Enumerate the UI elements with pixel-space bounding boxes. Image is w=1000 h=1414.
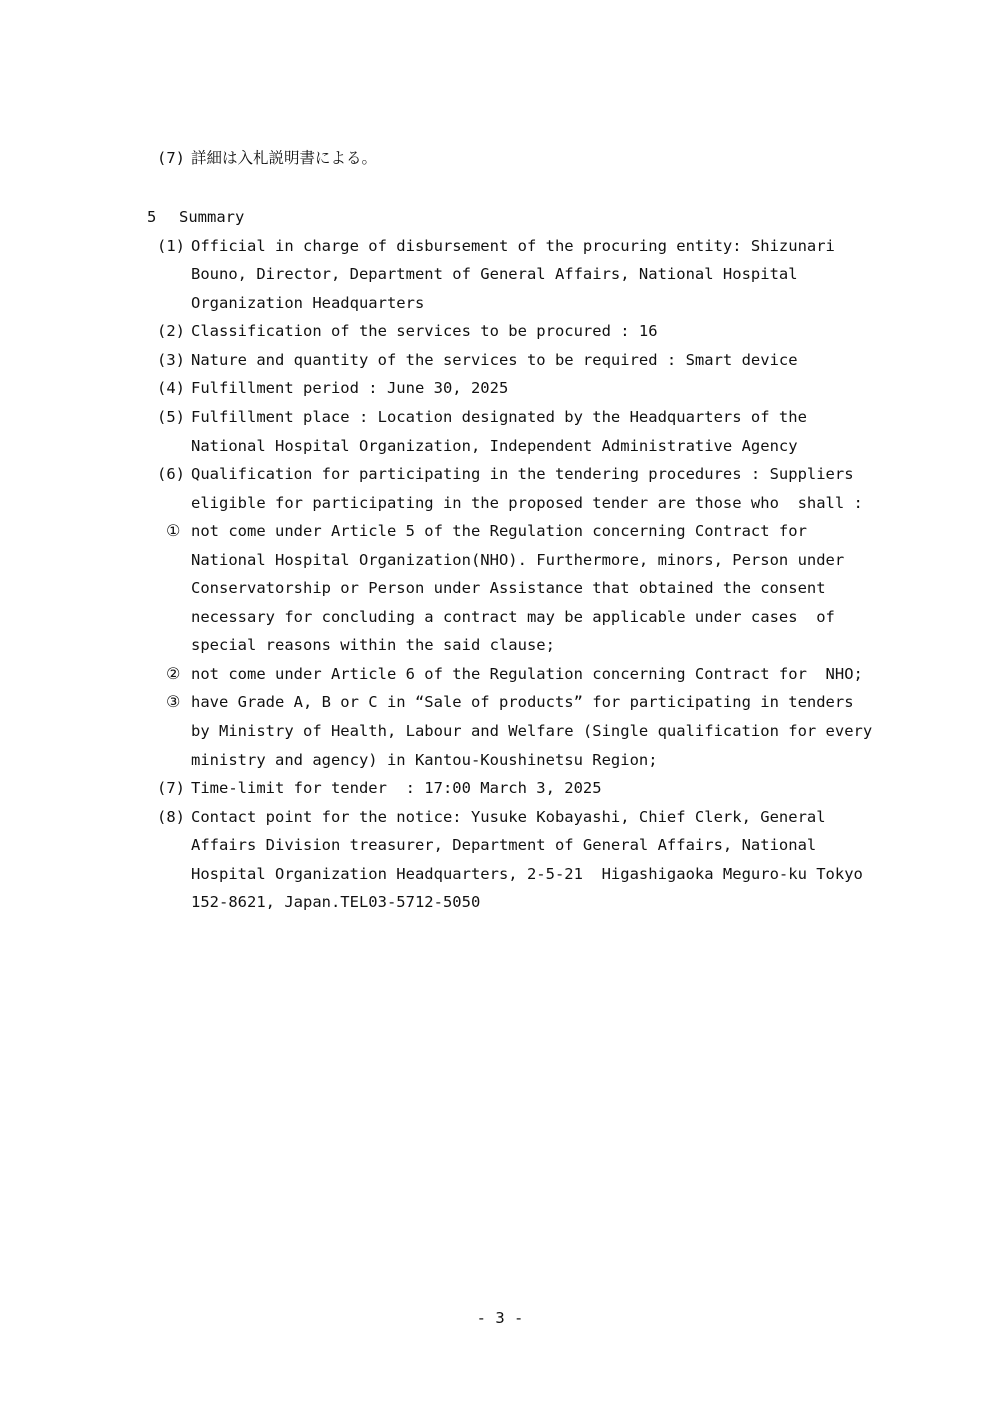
subitem-label: ① <box>166 521 181 540</box>
subitem-line: not come under Article 6 of the Regulation concerning Contract for NHO; <box>191 665 863 683</box>
item-line: Classification of the services to be procured : 16 <box>191 322 658 340</box>
item-label: (7) <box>157 779 185 797</box>
item-line: Hospital Organization Headquarters, 2-5-21 Higashigaoka Meguro-ku Tokyo <box>191 865 863 883</box>
pre-item-text: 詳細は入札説明書による。 <box>191 149 378 167</box>
subitem-line: ministry and agency) in Kantou-Koushinetsu Region; <box>191 751 658 769</box>
item-line: Fulfillment place : Location designated by the Headquarters of the <box>191 408 807 426</box>
subitem-line: special reasons within the said clause; <box>191 636 555 654</box>
item-line: Qualification for participating in the tendering procedures : Suppliers <box>191 465 854 483</box>
subitem-label: ③ <box>166 692 181 711</box>
item-line: Nature and quantity of the services to be required : Smart device <box>191 351 798 369</box>
item-label: (5) <box>157 408 185 426</box>
item-label: (1) <box>157 237 185 255</box>
item-label: (6) <box>157 465 185 483</box>
item-line: Organization Headquarters <box>191 294 425 312</box>
page-number: - 3 - <box>476 1309 524 1327</box>
item-line: Affairs Division treasurer, Department of General Affairs, National <box>191 836 817 854</box>
item-label: (4) <box>157 379 185 397</box>
subitem-line: Conservatorship or Person under Assistance that obtained the consent <box>191 579 826 597</box>
item-line: eligible for participating in the proposed tender are those who shall : <box>191 494 863 512</box>
item-line: Contact point for the notice: Yusuke Kobayashi, Chief Clerk, General <box>191 808 826 826</box>
item-line: Fulfillment period : June 30, 2025 <box>191 379 509 397</box>
item-label: (3) <box>157 351 185 369</box>
subitem-line: by Ministry of Health, Labour and Welfare (Single qualification for every <box>191 722 873 740</box>
item-line: National Hospital Organization, Independent Administrative Agency <box>191 437 798 455</box>
subitem-line: necessary for concluding a contract may be applicable under cases of <box>191 608 835 626</box>
item-line: 152-8621, Japan.TEL03-5712-5050 <box>191 893 481 911</box>
section-number: 5 <box>147 208 157 226</box>
pre-item-label: (7) <box>157 149 185 167</box>
item-line: Bouno, Director, Department of General Affairs, National Hospital <box>191 265 798 283</box>
item-line: Official in charge of disbursement of the procuring entity: Shizunari <box>191 237 835 255</box>
item-label: (8) <box>157 808 185 826</box>
section-title: Summary <box>179 208 245 226</box>
subitem-line: not come under Article 5 of the Regulation concerning Contract for <box>191 522 807 540</box>
item-line: Time-limit for tender : 17:00 March 3, 2025 <box>191 779 602 797</box>
item-label: (2) <box>157 322 185 340</box>
subitem-label: ② <box>166 664 181 683</box>
subitem-line: have Grade A, B or C in “Sale of products” for participating in tenders <box>191 693 854 711</box>
subitem-line: National Hospital Organization(NHO). Furthermore, minors, Person under <box>191 551 845 569</box>
